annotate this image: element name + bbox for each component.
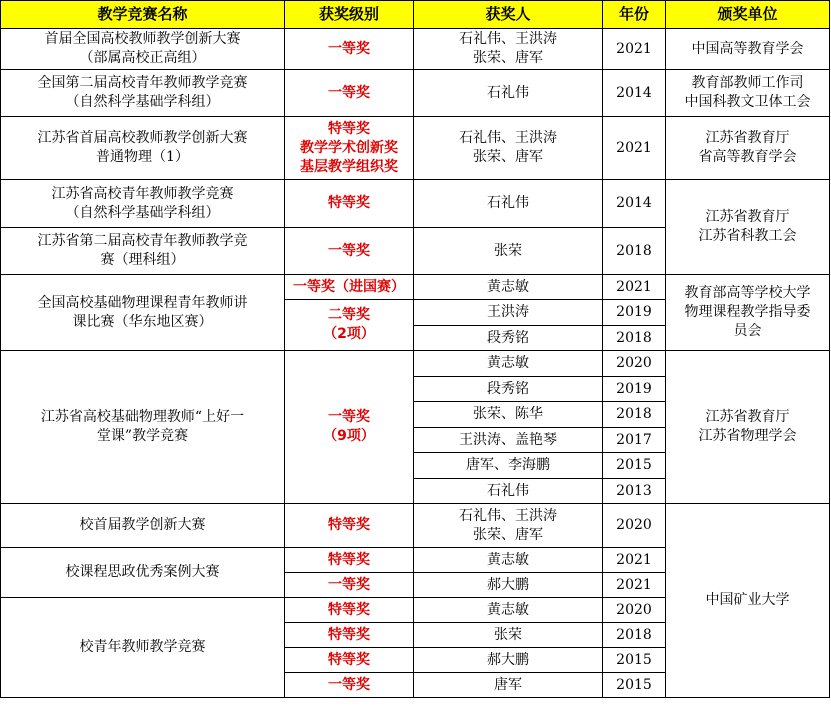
year: 2018	[603, 228, 666, 275]
award-level: 二等奖 （2项）	[285, 300, 414, 351]
table-row	[1, 275, 830, 300]
awarding-org: 教育部高等学校大学 物理课程教学指导委 员会	[666, 275, 830, 351]
year: 2019	[603, 377, 666, 402]
awarding-org: 江苏省教育厅 江苏省科教工会	[666, 180, 830, 275]
winner: 石礼伟	[414, 479, 603, 504]
awarding-org: 江苏省教育厅 江苏省物理学会	[666, 351, 830, 504]
award-level: 一等奖	[285, 573, 414, 598]
year: 2015	[603, 648, 666, 673]
winner: 石礼伟	[414, 70, 603, 117]
year: 2017	[603, 428, 666, 453]
year: 2015	[603, 673, 666, 698]
winner: 王洪涛、盖艳琴	[414, 428, 603, 453]
year: 2021	[603, 548, 666, 573]
winner: 郝大鹏	[414, 573, 603, 598]
winner: 段秀铭	[414, 326, 603, 351]
year: 2021	[603, 573, 666, 598]
winner: 王洪涛	[414, 300, 603, 326]
winner: 黄志敏	[414, 598, 603, 623]
header-competition-name: 教学竞赛名称	[1, 1, 285, 29]
year: 2018	[603, 326, 666, 351]
winner: 张荣	[414, 623, 603, 648]
competition-name: 首届全国高校教师教学创新大赛 （部属高校正高组）	[1, 29, 285, 70]
awarding-org: 中国高等教育学会	[666, 29, 830, 70]
winner: 张荣、陈华	[414, 402, 603, 428]
table-row	[1, 29, 830, 70]
winner: 黄志敏	[414, 351, 603, 377]
competition-name: 校课程思政优秀案例大赛	[1, 548, 285, 598]
year: 2018	[603, 402, 666, 428]
award-level: 特等奖	[285, 548, 414, 573]
winner: 唐军、李海鹏	[414, 453, 603, 479]
winner: 张荣	[414, 228, 603, 275]
header-row	[1, 1, 830, 29]
competition-name: 全国第二届高校青年教师教学竞赛 （自然科学基础学科组）	[1, 70, 285, 117]
winner: 唐军	[414, 673, 603, 698]
table-row	[1, 180, 830, 228]
year: 2020	[603, 351, 666, 377]
award-level: 特等奖	[285, 180, 414, 228]
winner: 石礼伟、王洪涛 张荣、唐军	[414, 117, 603, 180]
year: 2019	[603, 300, 666, 326]
award-level: 特等奖 教学学术创新奖 基层教学组织奖	[285, 117, 414, 180]
winner: 郝大鹏	[414, 648, 603, 673]
award-level: 特等奖	[285, 623, 414, 648]
award-level: 一等奖	[285, 29, 414, 70]
table-row	[1, 70, 830, 117]
year: 2020	[603, 504, 666, 548]
award-level: 一等奖（进国赛）	[285, 275, 414, 300]
awarding-org: 教育部教师工作司 中国科教文卫体工会	[666, 70, 830, 117]
competition-name: 江苏省高校青年教师教学竞赛 （自然科学基础学科组）	[1, 180, 285, 228]
year: 2021	[603, 275, 666, 300]
year: 2014	[603, 70, 666, 117]
award-level: 特等奖	[285, 598, 414, 623]
year: 2020	[603, 598, 666, 623]
competition-name: 全国高校基础物理课程青年教师讲 课比赛（华东地区赛）	[1, 275, 285, 351]
header-year: 年份	[603, 1, 666, 29]
winner: 黄志敏	[414, 275, 603, 300]
award-level: 一等奖 （9项）	[285, 351, 414, 504]
award-level: 一等奖	[285, 673, 414, 698]
winner: 段秀铭	[414, 377, 603, 402]
header-award-level: 获奖级别	[285, 1, 414, 29]
award-level: 一等奖	[285, 228, 414, 275]
table-row	[1, 351, 830, 377]
year: 2018	[603, 623, 666, 648]
year: 2021	[603, 29, 666, 70]
winner: 石礼伟、王洪涛 张荣、唐军	[414, 29, 603, 70]
award-level: 一等奖	[285, 70, 414, 117]
competition-name: 校青年教师教学竞赛	[1, 598, 285, 698]
competition-name: 江苏省第二届高校青年教师教学竞 赛（理科组）	[1, 228, 285, 275]
awarding-org: 中国矿业大学	[666, 504, 830, 698]
header-winner: 获奖人	[414, 1, 603, 29]
competition-name: 江苏省高校基础物理教师“上好一 堂课”教学竞赛	[1, 351, 285, 504]
table-row	[1, 504, 830, 548]
year: 2013	[603, 479, 666, 504]
winner: 石礼伟、王洪涛 张荣、唐军	[414, 504, 603, 548]
year: 2015	[603, 453, 666, 479]
table-row	[1, 117, 830, 180]
winner: 黄志敏	[414, 548, 603, 573]
awarding-org: 江苏省教育厅 省高等教育学会	[666, 117, 830, 180]
competition-name: 江苏省首届高校教师教学创新大赛 普通物理（1）	[1, 117, 285, 180]
winner: 石礼伟	[414, 180, 603, 228]
award-level: 特等奖	[285, 648, 414, 673]
award-level: 特等奖	[285, 504, 414, 548]
year: 2021	[603, 117, 666, 180]
year: 2014	[603, 180, 666, 228]
header-awarding-org: 颁奖单位	[666, 1, 830, 29]
competition-name: 校首届教学创新大赛	[1, 504, 285, 548]
